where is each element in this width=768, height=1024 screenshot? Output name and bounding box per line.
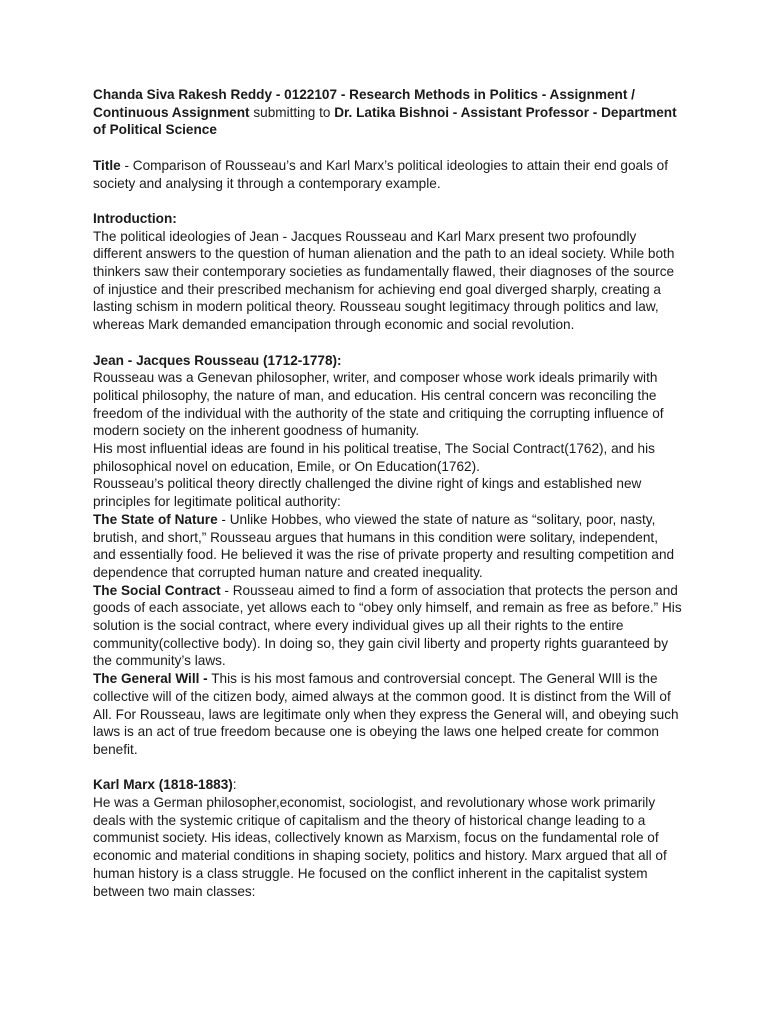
rousseau-paragraph-2: His most influential ideas are found in his political treatise, The Social Contract(1762), and his philosophical novel on education, Emile, or On Education(1762). (93, 441, 655, 474)
submitting-text: submitting to (249, 104, 335, 120)
marx-paragraph-1: He was a German philosopher,economist, sociologist, and revolutionary whose work primarily deals with the systemic critique of capitalism and the theory of historical change leading to a communist society. His ideas, collectively known as Marxism, focus on the fundamental role of economic and material conditions in shaping society, politics and history. Marx argued that all of human history is a class struggle. He focused on the conflict inherent in the capitalist system between two main classes: (93, 795, 667, 899)
recipient-line: Dr. Latika Bishnoi - Assistant Professor - Department of Political Science (93, 104, 677, 138)
social-contract-label: The Social Contract (93, 582, 221, 598)
title-label: Title (93, 157, 121, 173)
general-will-label: The General Will - (93, 671, 208, 687)
rousseau-heading (93, 352, 683, 370)
state-of-nature-label: The State of Nature (93, 511, 218, 527)
spacer (93, 139, 683, 157)
introduction-paragraph: The political ideologies of Jean - Jacques Rousseau and Karl Marx present two profoundly different answers to the question of human alienation and the path to an ideal society. While both thinkers saw their contemporary societies as fundamentally flawed, their diagnoses of the source of injustice and their prescribed mechanism for achieving end goal diverged sharply, creating a lasting schism in modern political theory. Rousseau sought legitimacy through politics and law, whereas Mark demanded emancipation through economic and social revolution. (93, 228, 675, 333)
marx-heading-text: Karl Marx (1818-1883) (93, 777, 233, 793)
rousseau-paragraph-1: Rousseau was a Genevan philosopher, writer, and composer whose work ideals primarily with political philosophy, the nature of man, and education. His central concern was reconciling the freedom of the individual with the authority of the state and critiquing the corrupting influence of modern society on the inherent goodness of humanity. (93, 370, 664, 439)
introduction-heading-text: Introduction: (93, 210, 177, 226)
author-line: Chanda Siva Rakesh Reddy - 0122107 - Research Methods in Politics - Assignment / Continuous Assignment (93, 87, 635, 120)
rousseau-paragraph-3: Rousseau’s political theory directly challenged the divine right of kings and established new principles for legitimate political authority: (93, 476, 642, 510)
spacer (93, 192, 683, 210)
introduction-heading (93, 210, 683, 228)
state-of-nature-paragraph (93, 511, 683, 582)
spacer (93, 759, 683, 777)
title-paragraph (93, 157, 683, 192)
social-contract-paragraph (93, 582, 683, 671)
general-will-text: This is his most famous and controversial concept. The General WIll is the collective will of the citizen body, aimed always at the common good. It is distinct from the Will of All. For Rousseau, laws are legitimate only when they express the General will, and obeying such laws is an act of true freedom because one is obeying the laws one helped create for common benefit. (93, 671, 679, 757)
spacer (93, 334, 683, 352)
document-page (93, 86, 683, 900)
general-will-paragraph (93, 670, 683, 759)
marx-heading (93, 776, 683, 794)
rousseau-heading-text: Jean - Jacques Rousseau (1712-1778): (93, 352, 342, 368)
social-contract-text: - Rousseau aimed to find a form of association that protects the person and goods of each associate, yet allows each to “obey only himself, and remain as free as before.” His solution is the social contract, where every individual gives up all their rights to the entire community(collective body). In doing so, they gain civil liberty and property rights guaranteed by the community’s laws. (93, 582, 682, 669)
marx-heading-colon: : (232, 777, 237, 793)
header-block (93, 86, 683, 139)
title-text: - Comparison of Rousseau’s and Karl Marx’s political ideologies to attain their end goals of society and analysing it through a contemporary example. (93, 157, 669, 191)
state-of-nature-text: - Unlike Hobbes, who viewed the state of nature as “solitary, poor, nasty, brutish, and short,” Rousseau argues that humans in this condition were solitary, independent, and essentially food. He believed it was the rise of private property and resulting competition and dependence that corrupted human nature and created inequality. (93, 511, 675, 580)
